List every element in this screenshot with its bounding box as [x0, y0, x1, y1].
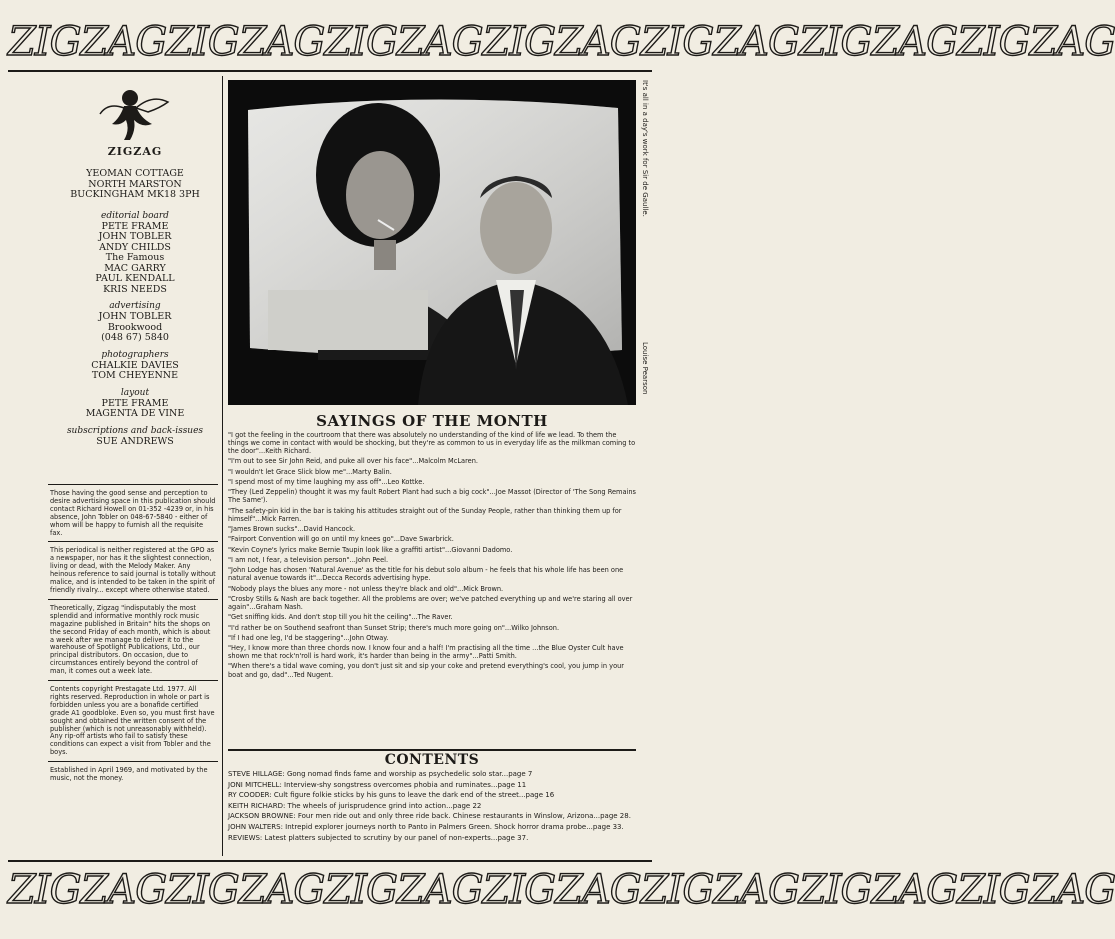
saying-item: "Fairport Convention will go on until my knees go"...Dave Swarbrick. — [228, 535, 454, 544]
notice-paragraph: Established in April 1969, and motivated by the music, not the money. — [48, 761, 218, 787]
credit-name: MAC GARRY — [104, 262, 166, 274]
credit-name: MAGENTA DE VINE — [85, 408, 185, 419]
address — [48, 169, 222, 201]
saying-item: "Nobody plays the blues any more - not unless they're black and old"...Mick Brown. — [228, 584, 504, 593]
address-line: YEOMAN COTTAGE — [86, 168, 184, 179]
saying-item: "I'd rather be on Southend seafront than Sunset Strip; there's much more going on"...Wilko Johnson. — [228, 623, 560, 632]
credit-name: PAUL KENDALL — [95, 273, 175, 284]
credit-role: advertising — [109, 301, 161, 311]
saying-item: "James Brown sucks"...David Hancock. — [228, 525, 356, 534]
contents-title: CONTENTS — [384, 752, 480, 768]
zigzag-banner-top: ZIGZAGZIGZAGZIGZAGZIGZAGZIGZAGZIGZAGZIGZAG — [8, 19, 1115, 65]
photo-side-text — [639, 80, 651, 410]
saying-item: "Kevin Coyne's lyrics make Bernie Taupin look like a graffiti artist"...Giovanni Dadomo. — [228, 545, 513, 554]
saying-item: "I got the feeling in the courtroom that there was absolutely no understanding of the kind of life we lead. To them the things we come in contact with would be shocking, but they're as common to us in everyday life as the milkman coming to the door"...Keith Richard. — [228, 431, 636, 456]
saying-item: "Hey, I know more than three chords now. I know four and a half! I'm practising all the time ...the Blue Oyster Cult have shown me that rock'n'roll is hard work, it's harder than being in the army"...Patti Smith. — [228, 644, 624, 661]
credit-name: JOHN TOBLER — [98, 231, 172, 242]
credit-role: layout — [120, 387, 150, 398]
masthead — [48, 84, 222, 447]
cover-photo — [228, 80, 636, 405]
cherub-logo-icon — [90, 84, 180, 144]
contents-item: JONI MITCHELL: Interview-shy songstress overcomes phobia and ruminates...page 11 — [228, 780, 527, 789]
credit-name: (048 67) 5840 — [101, 332, 169, 343]
zigzag-banner-bottom: ZIGZAGZIGZAGZIGZAGZIGZAGZIGZAGZIGZAGZIGZAG — [8, 867, 1115, 913]
address-line: NORTH MARSTON — [88, 178, 182, 190]
saying-item: "I spend most of my time laughing my ass off"...Leo Kottke. — [228, 478, 425, 487]
address-line: BUCKINGHAM MK18 3PH — [70, 189, 200, 200]
contents-item: JACKSON BROWNE: Four men ride out and only three ride back. Chinese restaurants in Winslow, Arizona...page 28. — [228, 812, 631, 821]
credit-role: subscriptions and back-issues — [66, 425, 204, 436]
credit-name: The Famous — [105, 252, 165, 263]
contents-item: JOHN WALTERS: Intrepid explorer journeys north to Panto in Palmers Green. Shock horror drama probe...page 33. — [228, 822, 624, 831]
credit-name: KRIS NEEDS — [103, 283, 167, 295]
brand-name: ZIGZAG — [107, 145, 163, 158]
contents-item: RY COODER: Cult figure folkie sticks by his guns to leave the dark end of the street...page 16 — [228, 791, 555, 800]
credit-role: photographers — [101, 349, 169, 360]
saying-item: "I'm out to see Sir John Reid, and puke all over his face"...Malcolm McLaren. — [228, 457, 478, 466]
saying-item: "John Lodge has chosen 'Natural Avenue' as the title for his debut solo album - he feels that his whole life has been one natural avenue towards it"...Decca Records advertising hype. — [228, 566, 624, 583]
sayings-title: SAYINGS OF THE MONTH — [316, 412, 548, 430]
saying-item: "Get sniffing kids. And don't stop till you hit the ceiling"...The Raver. — [228, 613, 453, 622]
credit-role: editorial board — [101, 210, 169, 221]
contents-list — [228, 770, 638, 844]
credit-name: CHALKIE DAVIES — [91, 359, 179, 371]
notice-paragraph: Those having the good sense and perception to desire advertising space in this publication should contact Richard Howell on 01-352 -4239 or, in his absence, John Tobler on 048-67-5840 - either of whom will be happy to furnish all the requisite fax. — [48, 484, 218, 541]
tv-screen-image — [228, 80, 636, 405]
saying-item: "The safety-pin kid in the bar is taking his attitudes straight out of the Sunday People, rather than thinking them up for himself"...Mick Farren. — [228, 506, 622, 523]
credit-name: ANDY CHILDS — [99, 241, 171, 253]
top-rule — [8, 70, 652, 72]
masthead-column — [48, 76, 223, 856]
contents-item: REVIEWS: Latest platters subjected to scrutiny by our panel of non-experts...page 37. — [228, 833, 529, 842]
notice-paragraph: This periodical is neither registered at the GPO as a newspaper, nor has it the slightest connection, living or dead, with the Melody Maker. Any heinous reference to said journal is totally without malice, and is intended to be taken in the spirit of friendly rivalry... except where otherwise stated. — [48, 541, 218, 598]
contents-item: KEITH RICHARD: The wheels of jurisprudence grind into action...page 22 — [228, 801, 482, 810]
notice-paragraph: Theoretically, Zigzag "indisputably the most splendid and informative monthly rock music magazine published in Britain" hits the shops on the second Friday of each month, which is about a week after we manage to deliver it to the warehouse of Spotlight Publications, Ltd., our principal distributors. On occasion, due to circumstances entirely beyond the control of man, it comes out a week late. — [48, 599, 218, 680]
notices — [48, 484, 218, 787]
saying-item: "If I had one leg, I'd be staggering"...John Otway. — [228, 633, 389, 642]
contents-rule — [228, 749, 636, 751]
credit-name: PETE FRAME — [101, 397, 169, 409]
credit-name: TOM CHEYENNE — [91, 370, 179, 381]
photo-credit: Louise Pearson — [641, 342, 649, 395]
contents-item: STEVE HILLAGE: Gong nomad finds fame and worship as psychedelic solo star...page 7 — [228, 770, 533, 778]
credit-name: PETE FRAME — [101, 220, 169, 232]
saying-item: "Crosby Stills & Nash are back together. All the problems are over; we've patched everything up and we're staring all over again"...Graham Nash. — [228, 594, 633, 611]
saying-item: "They (Led Zeppelin) thought it was my fault Robert Plant had such a big cock"...Joe Massot (Director of 'The Song Remains The Same'). — [228, 488, 636, 505]
saying-item: "When there's a tidal wave coming, you don't just sit and sip your coke and pretend everything's cool, you jump in your boat and go, dad"...Ted Nugent. — [228, 662, 624, 679]
credit-name: JOHN TOBLER — [98, 311, 172, 322]
photo-caption: It's all in a day's work for Sir de Gaulle. — [641, 80, 649, 217]
sayings-list — [228, 431, 636, 681]
notice-paragraph: Contents copyright Prestagate Ltd. 1977. All rights reserved. Reproduction in whole or part is forbidden unless you are a bonafide certified grade A1 goodbloke. Even so, you must first have sought and obtained the written consent of the publisher (which is not unreasonably withheld). Any rip-off artists who fail to satisfy these conditions can expect a visit from Tobler and the boys. — [48, 680, 218, 761]
bottom-rule — [8, 860, 652, 862]
staff-credits — [48, 211, 222, 448]
saying-item: "I wouldn't let Grace Slick blow me"...Marty Balin. — [228, 467, 392, 476]
saying-item: "I am not, I fear, a television person"...John Peel. — [228, 555, 389, 564]
credit-name: Brookwood — [107, 321, 163, 333]
credit-name: SUE ANDREWS — [96, 435, 174, 447]
